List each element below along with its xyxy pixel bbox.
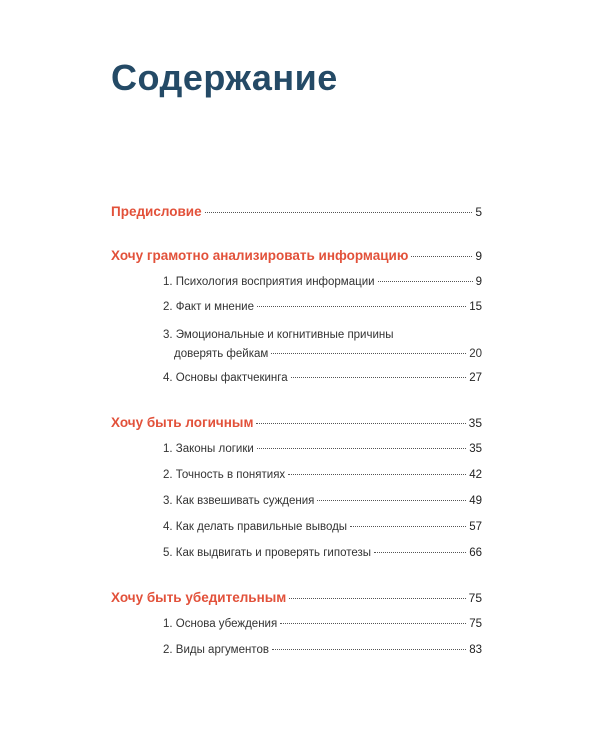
toc-entry-page: 49 xyxy=(469,495,482,507)
toc-part-page: 9 xyxy=(475,249,482,263)
toc-entry[interactable] xyxy=(163,644,482,656)
toc-entry-label: 5. Как выдвигать и проверять гипотезы xyxy=(163,547,372,559)
toc-entry[interactable] xyxy=(163,469,482,481)
dot-leader xyxy=(378,281,473,282)
toc-entry-label: 2. Факт и мнение xyxy=(163,301,254,313)
toc-entry[interactable] xyxy=(163,301,482,313)
dot-leader xyxy=(289,598,465,599)
dot-leader xyxy=(205,212,473,213)
dot-leader xyxy=(317,500,466,501)
dot-leader xyxy=(291,377,467,378)
toc-entry[interactable] xyxy=(163,443,482,455)
toc-entry-page: 15 xyxy=(469,301,482,313)
toc-part-label: Хочу грамотно анализировать информацию xyxy=(111,248,409,263)
toc-part-label: Хочу быть убедительным xyxy=(111,590,287,605)
dot-leader xyxy=(257,306,466,307)
toc-entry-page: 20 xyxy=(469,348,482,360)
toc-entry[interactable] xyxy=(163,372,482,384)
dot-leader xyxy=(256,423,465,424)
toc-entry-page: 9 xyxy=(475,276,482,288)
toc-entry-page: 83 xyxy=(469,644,482,656)
toc-entry-page: 5 xyxy=(475,205,482,219)
dot-leader xyxy=(288,474,466,475)
toc-entry-label: 3. Эмоциональные и когнитивные причины xyxy=(163,329,394,341)
toc-entry-label: 2. Виды аргументов xyxy=(163,644,269,656)
toc-entry-label: 3. Как взвешивать суждения xyxy=(163,495,315,507)
toc-part-logical[interactable] xyxy=(111,415,482,430)
toc-entry-page: 57 xyxy=(469,521,482,533)
dot-leader xyxy=(374,552,466,553)
toc-entry-page: 75 xyxy=(469,618,482,630)
toc-entry-page: 35 xyxy=(469,443,482,455)
toc-entry-page: 42 xyxy=(469,469,482,481)
toc-entry-label: 4. Как делать правильные выводы xyxy=(163,521,348,533)
toc-entry[interactable] xyxy=(163,495,482,507)
dot-leader xyxy=(280,623,466,624)
dot-leader xyxy=(257,448,466,449)
toc-entry-label-continued: доверять фейкам xyxy=(174,348,269,360)
toc-entry-label: 2. Точность в понятиях xyxy=(163,469,286,481)
dot-leader xyxy=(271,353,466,354)
toc-entry[interactable] xyxy=(163,276,482,288)
toc-part-page: 35 xyxy=(468,416,482,430)
toc-entry-label: 1. Законы логики xyxy=(163,443,254,455)
toc-entry-preface[interactable] xyxy=(111,204,482,219)
toc-entry-label: 1. Психология восприятия информации xyxy=(163,276,375,288)
page-title: Содержание xyxy=(111,57,338,98)
toc-part-persuasive[interactable] xyxy=(111,590,482,605)
toc-part-label: Хочу быть логичным xyxy=(111,415,254,430)
toc-entry[interactable] xyxy=(163,521,482,533)
toc-entry-label: 1. Основа убеждения xyxy=(163,618,278,630)
toc-entry-label: Предисловие xyxy=(111,204,202,219)
dot-leader xyxy=(350,526,466,527)
toc-entry-page: 27 xyxy=(469,372,482,384)
toc-entry[interactable] xyxy=(163,618,482,630)
dot-leader xyxy=(411,256,472,257)
toc-part-analyze[interactable] xyxy=(111,248,482,263)
toc-part-page: 75 xyxy=(468,591,482,605)
toc-entry-page: 66 xyxy=(469,547,482,559)
toc-entry[interactable] xyxy=(163,547,482,559)
dot-leader xyxy=(272,649,466,650)
toc-entry-label: 4. Основы фактчекинга xyxy=(163,372,288,384)
toc-entry[interactable] xyxy=(163,326,482,364)
